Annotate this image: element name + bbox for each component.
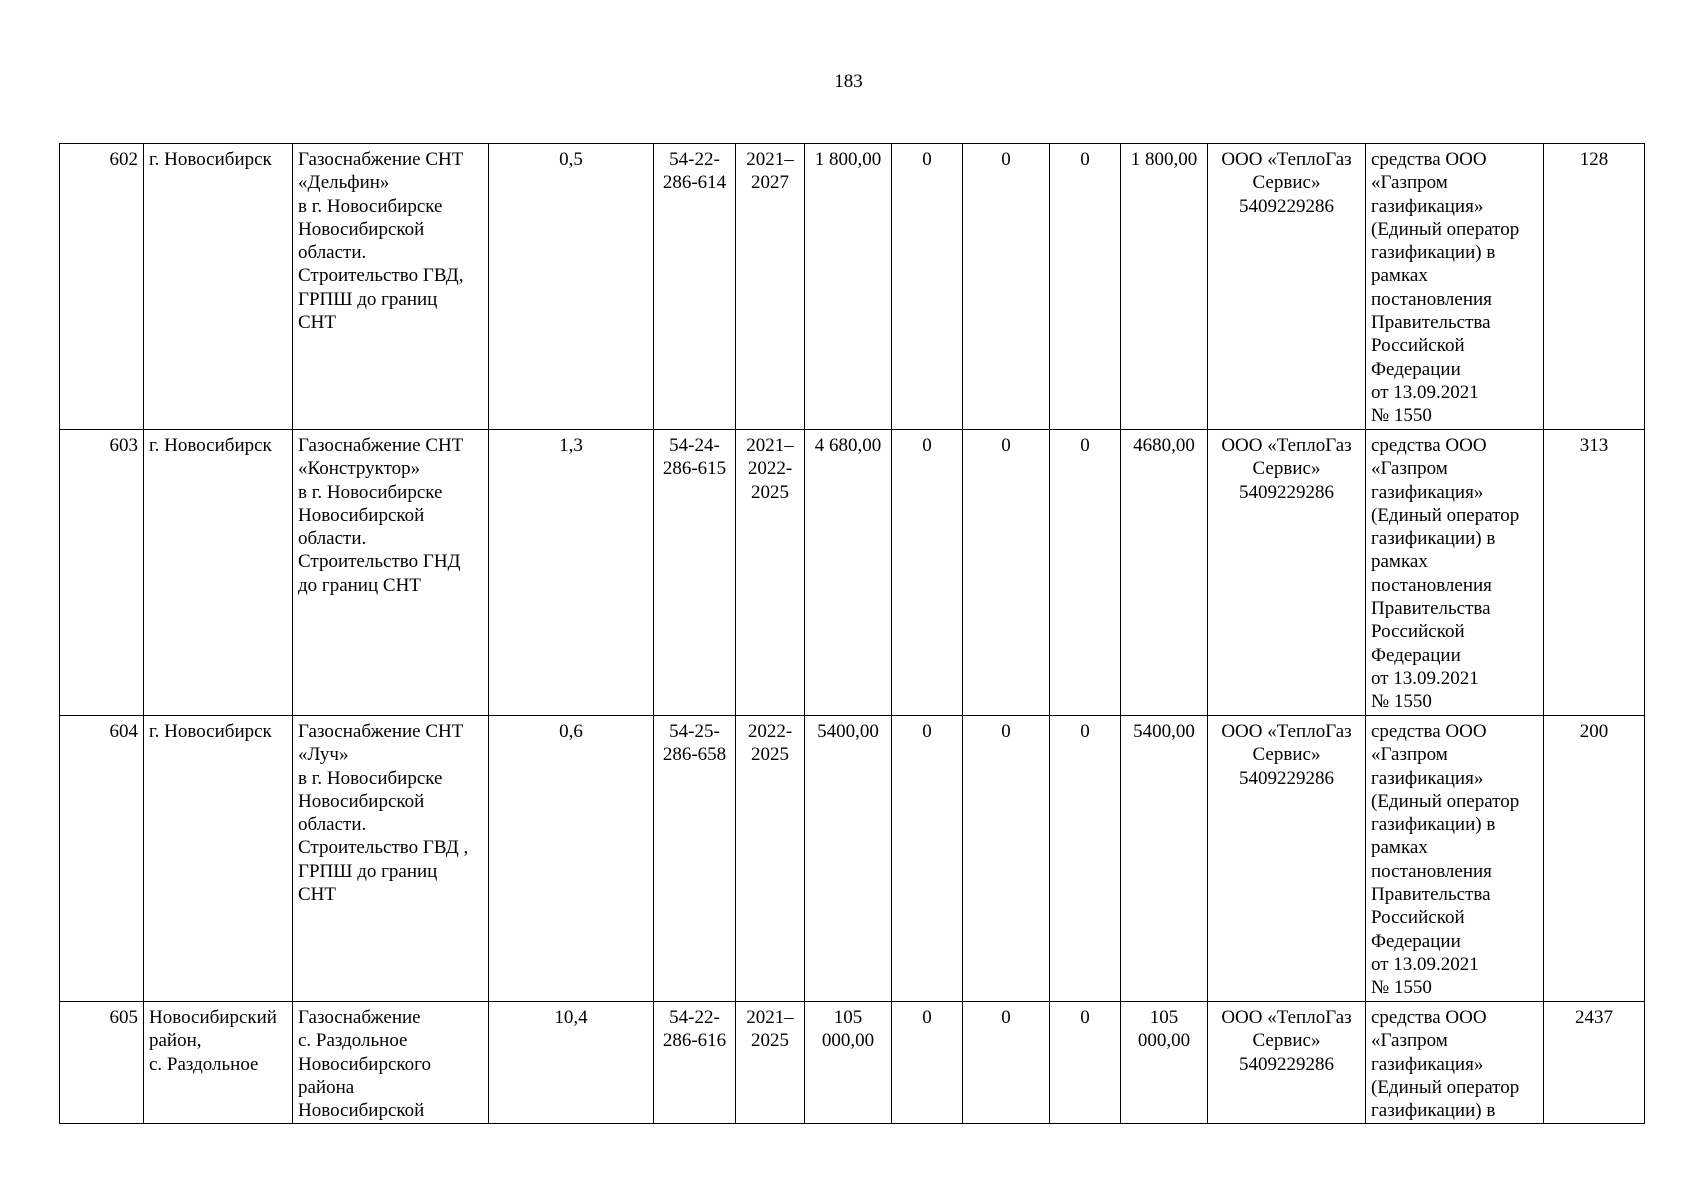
cell-line: Газоснабжение СНТ	[298, 149, 464, 170]
funding-federal-cell: 0	[892, 430, 963, 716]
code-cell	[654, 716, 736, 1002]
cell-line: Газоснабжение СНТ	[298, 435, 464, 456]
cell-line: ООО «ТеплоГаз	[1221, 149, 1352, 170]
funding-source-cell	[1366, 1002, 1544, 1124]
code-cell	[654, 1002, 736, 1124]
cell-line: ООО «ТеплоГаз	[1221, 435, 1352, 456]
row-number-cell: 603	[60, 430, 144, 716]
cell-line: 000,00	[1137, 1030, 1191, 1052]
location-cell	[144, 1002, 293, 1124]
length-cell: 1,3	[489, 430, 654, 716]
funding-source-cell	[1366, 716, 1544, 1002]
table-row	[60, 1002, 1645, 1124]
row-number-cell: 605	[60, 1002, 144, 1124]
count-cell: 313	[1544, 430, 1645, 716]
cell-line: Федерации	[1371, 644, 1461, 666]
cell-line: 2025	[751, 1030, 789, 1052]
years-cell	[736, 144, 805, 430]
cell-line: Российской	[1371, 621, 1465, 643]
location-cell	[144, 716, 293, 1002]
code-cell	[654, 430, 736, 716]
cell-line: средства ООО	[1371, 435, 1487, 456]
description-cell	[293, 430, 489, 716]
executor-cell	[1208, 144, 1366, 430]
cell-line: № 1550	[1371, 977, 1432, 999]
cell-line: Газоснабжение СНТ	[298, 721, 464, 742]
count-cell: 200	[1544, 716, 1645, 1002]
cell-line: Строительство ГНД	[298, 551, 461, 573]
page-number: 183	[834, 71, 863, 92]
cell-line: 2021–	[746, 435, 794, 456]
cell-line: газификация»	[1371, 1053, 1484, 1075]
table-row	[60, 144, 1645, 430]
cell-line: от 13.09.2021	[1371, 953, 1479, 975]
cell-line: Новосибирской	[298, 218, 425, 240]
executor-cell	[1208, 716, 1366, 1002]
funding-local-cell: 0	[1050, 430, 1121, 716]
funding-other-cell	[1121, 144, 1208, 430]
cell-line: «Газпром	[1371, 744, 1448, 766]
years-cell	[736, 430, 805, 716]
years-cell	[736, 716, 805, 1002]
cell-line: Федерации	[1371, 930, 1461, 952]
funding-other-cell	[1121, 1002, 1208, 1124]
cell-line: от 13.09.2021	[1371, 667, 1479, 689]
description-cell	[293, 1002, 489, 1124]
cell-line: Строительство ГВД,	[298, 265, 464, 287]
cell-line: Новосибирской	[298, 1100, 425, 1122]
location-cell	[144, 430, 293, 716]
cell-line: Новосибирского	[298, 1053, 431, 1075]
total-cost-cell	[805, 716, 892, 1002]
cell-line: газификации) в	[1371, 814, 1496, 836]
cell-line: Федерации	[1371, 358, 1461, 380]
count-cell: 128	[1544, 144, 1645, 430]
cell-line: 54-22-	[669, 1007, 720, 1028]
cell-line: газификация»	[1371, 481, 1484, 503]
cell-line: (Единый оператор	[1371, 218, 1520, 240]
cell-line: постановления	[1371, 288, 1492, 310]
cell-line: г. Новосибирск	[149, 721, 272, 742]
cell-line: области.	[298, 242, 367, 264]
cell-line: 5409229286	[1239, 195, 1334, 217]
cell-line: «Газпром	[1371, 172, 1448, 194]
cell-line: Правительства	[1371, 884, 1491, 906]
cell-line: постановления	[1371, 574, 1492, 596]
cell-line: 54-25-	[669, 721, 720, 742]
cell-line: 1 800,00	[814, 149, 882, 170]
years-cell	[736, 1002, 805, 1124]
cell-line: 2025	[751, 744, 789, 766]
cell-line: 5409229286	[1239, 767, 1334, 789]
cell-line: 54-22-	[669, 149, 720, 170]
cell-line: Новосибирской	[298, 790, 425, 812]
cell-line: до границ СНТ	[298, 574, 421, 596]
cell-line: 2022-	[747, 458, 793, 480]
table-row	[60, 716, 1645, 1002]
cell-line: 286-616	[662, 1030, 727, 1052]
location-cell	[144, 144, 293, 430]
cell-line: 000,00	[821, 1030, 875, 1052]
length-cell: 10,4	[489, 1002, 654, 1124]
cell-line: 5400,00	[1133, 721, 1195, 742]
cell-line: (Единый оператор	[1371, 790, 1520, 812]
cell-line: г. Новосибирск	[149, 435, 272, 456]
cell-line: 105	[833, 1007, 863, 1028]
cell-line: 2027	[751, 172, 789, 194]
funding-other-cell	[1121, 716, 1208, 1002]
cell-line: области.	[298, 528, 367, 550]
description-cell	[293, 144, 489, 430]
length-cell: 0,6	[489, 716, 654, 1002]
cell-line: 4 680,00	[814, 435, 882, 456]
cell-line: 286-615	[662, 458, 727, 480]
cell-line: (Единый оператор	[1371, 504, 1520, 526]
gas-supply-table	[59, 143, 1645, 1124]
cell-line: в г. Новосибирске	[298, 195, 443, 217]
cell-line: газификации) в	[1371, 1100, 1496, 1122]
cell-line: ГРПШ до границ	[298, 860, 438, 882]
cell-line: области.	[298, 814, 367, 836]
cell-line: средства ООО	[1371, 149, 1487, 170]
cell-line: Новосибирский	[149, 1007, 277, 1028]
cell-line: 2025	[751, 481, 789, 503]
funding-regional-cell: 0	[963, 716, 1050, 1002]
funding-regional-cell: 0	[963, 144, 1050, 430]
cell-line: № 1550	[1371, 691, 1432, 713]
cell-line: Сервис»	[1252, 744, 1321, 766]
cell-line: с. Раздольное	[298, 1030, 408, 1052]
cell-line: Сервис»	[1252, 1030, 1321, 1052]
cell-line: 5400,00	[817, 721, 879, 742]
cell-line: г. Новосибирск	[149, 149, 272, 170]
cell-line: газификация»	[1371, 767, 1484, 789]
cell-line: ООО «ТеплоГаз	[1221, 1007, 1352, 1028]
cell-line: средства ООО	[1371, 1007, 1487, 1028]
cell-line: Российской	[1371, 907, 1465, 929]
funding-federal-cell: 0	[892, 144, 963, 430]
cell-line: 2021–	[746, 149, 794, 170]
cell-line: Российской	[1371, 335, 1465, 357]
row-number-cell: 602	[60, 144, 144, 430]
funding-source-cell	[1366, 144, 1544, 430]
cell-line: 1 800,00	[1130, 149, 1198, 170]
total-cost-cell	[805, 1002, 892, 1124]
cell-line: «Конструктор»	[298, 458, 421, 480]
cell-line: «Дельфин»	[298, 172, 390, 194]
cell-line: «Луч»	[298, 744, 349, 766]
cell-line: 286-614	[662, 172, 727, 194]
cell-line: Новосибирской	[298, 504, 425, 526]
description-cell	[293, 716, 489, 1002]
cell-line: рамках	[1371, 551, 1428, 573]
funding-regional-cell: 0	[963, 430, 1050, 716]
funding-regional-cell: 0	[963, 1002, 1050, 1124]
cell-line: в г. Новосибирске	[298, 767, 443, 789]
cell-line: района	[298, 1076, 355, 1098]
cell-line: средства ООО	[1371, 721, 1487, 742]
cell-line: 5409229286	[1239, 481, 1334, 503]
cell-line: ГРПШ до границ	[298, 288, 438, 310]
cell-line: СНТ	[298, 312, 336, 334]
cell-line: газификация»	[1371, 195, 1484, 217]
cell-line: Сервис»	[1252, 172, 1321, 194]
funding-local-cell: 0	[1050, 144, 1121, 430]
cell-line: постановления	[1371, 860, 1492, 882]
cell-line: СНТ	[298, 884, 336, 906]
cell-line: ООО «ТеплоГаз	[1221, 721, 1352, 742]
executor-cell	[1208, 1002, 1366, 1124]
cell-line: газификации) в	[1371, 242, 1496, 264]
funding-federal-cell: 0	[892, 716, 963, 1002]
cell-line: с. Раздольное	[149, 1053, 259, 1075]
total-cost-cell	[805, 144, 892, 430]
cell-line: «Газпром	[1371, 458, 1448, 480]
funding-local-cell: 0	[1050, 1002, 1121, 1124]
count-cell: 2437	[1544, 1002, 1645, 1124]
cell-line: 5409229286	[1239, 1053, 1334, 1075]
cell-line: 2021–	[746, 1007, 794, 1028]
cell-line: «Газпром	[1371, 1030, 1448, 1052]
funding-source-cell	[1366, 430, 1544, 716]
cell-line: 4680,00	[1133, 435, 1195, 456]
cell-line: район,	[149, 1030, 202, 1052]
table-row	[60, 430, 1645, 716]
length-cell: 0,5	[489, 144, 654, 430]
cell-line: 2022-	[747, 721, 793, 742]
cell-line: газификации) в	[1371, 528, 1496, 550]
funding-federal-cell: 0	[892, 1002, 963, 1124]
cell-line: 54-24-	[669, 435, 720, 456]
cell-line: Правительства	[1371, 598, 1491, 620]
total-cost-cell	[805, 430, 892, 716]
cell-line: 105	[1149, 1007, 1179, 1028]
cell-line: рамках	[1371, 265, 1428, 287]
row-number-cell: 604	[60, 716, 144, 1002]
funding-local-cell: 0	[1050, 716, 1121, 1002]
cell-line: Правительства	[1371, 312, 1491, 334]
cell-line: № 1550	[1371, 405, 1432, 427]
cell-line: Строительство ГВД ,	[298, 837, 469, 859]
cell-line: Сервис»	[1252, 458, 1321, 480]
cell-line: в г. Новосибирске	[298, 481, 443, 503]
cell-line: 286-658	[662, 744, 727, 766]
cell-line: (Единый оператор	[1371, 1076, 1520, 1098]
code-cell	[654, 144, 736, 430]
cell-line: рамках	[1371, 837, 1428, 859]
cell-line: Газоснабжение	[298, 1007, 421, 1028]
executor-cell	[1208, 430, 1366, 716]
cell-line: от 13.09.2021	[1371, 381, 1479, 403]
funding-other-cell	[1121, 430, 1208, 716]
